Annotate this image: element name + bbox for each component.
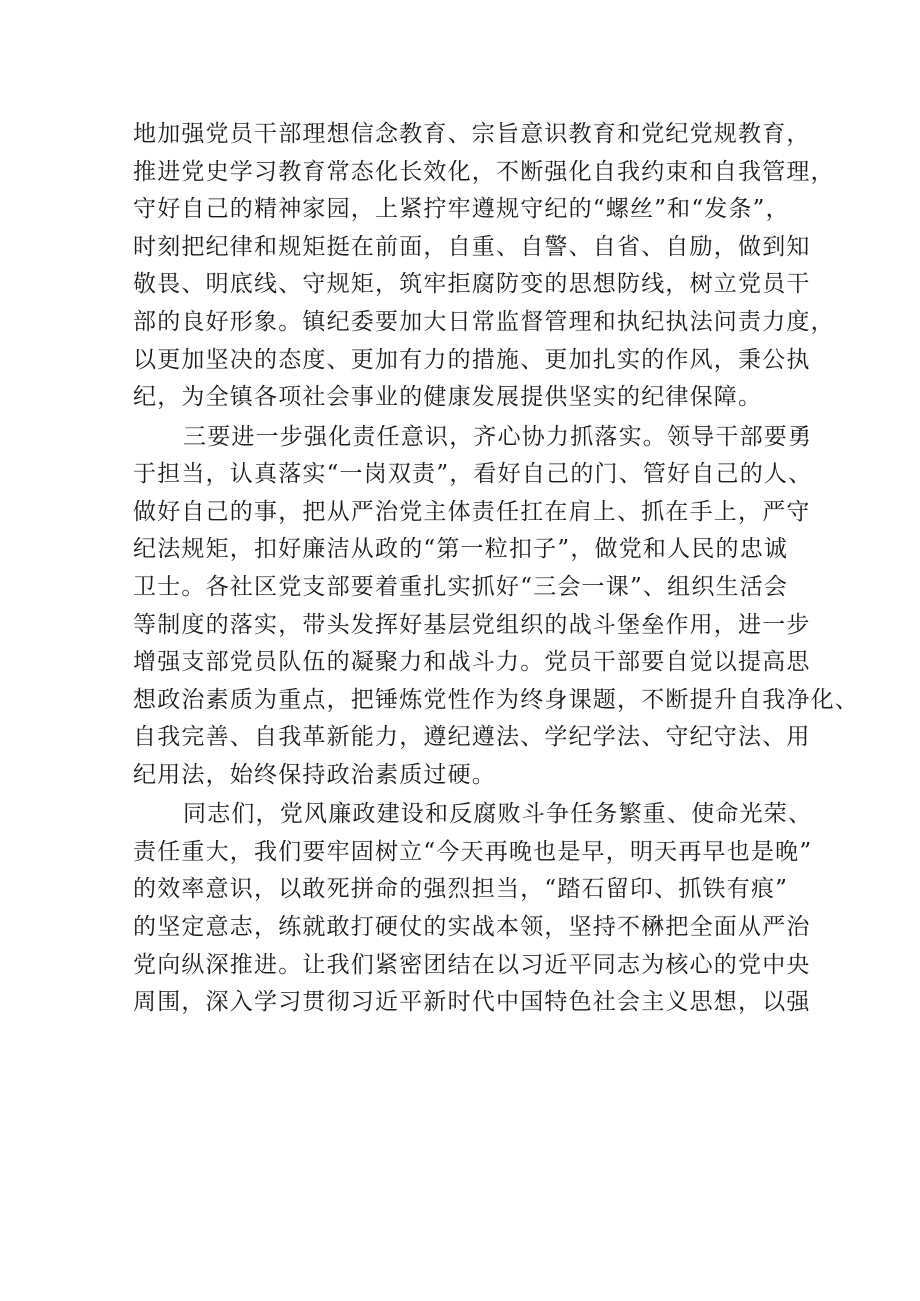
text-line: 卫士。各社区党支部要着重扎实抓好“三会一课”、组织生活会 xyxy=(133,573,789,600)
text-line: 党向纵深推进。让我们紧密团结在以习近平同志为核心的党中央 xyxy=(133,951,811,978)
text-line: 推进党史学习教育常态化长效化，不断强化自我约束和自我管理， xyxy=(133,158,835,185)
text-line: 周围，深入学习贯彻习近平新时代中国特色社会主义思想，以强 xyxy=(133,989,811,1016)
text-line: 做好自己的事，把从严治党主体责任扛在肩上、抓在手上，严守 xyxy=(133,498,811,525)
text-line: 纪法规矩，扣好廉洁从政的“第一粒扣子”，做党和人民的忠诚 xyxy=(133,536,789,563)
text-line: 三要进一步强化责任意识，齐心协力抓落实。领导干部要勇 xyxy=(183,423,813,450)
paragraph-3 xyxy=(133,796,813,1022)
text-line: 的坚定意志，练就敢打硬仗的实战本领，坚持不楙把全面从严治 xyxy=(133,914,811,941)
text-line: 等制度的落实，带头发挥好基层党组织的战斗堡垒作用，进一步 xyxy=(133,611,811,638)
text-line: 想政治素质为重点，把锤炼党性作为终身课题，不断提升自我净化、 xyxy=(133,686,859,713)
paragraph-1 xyxy=(133,116,835,417)
text-line: 纪用法，始终保持政治素质过硬。 xyxy=(133,761,496,788)
text-line: 时刻把纪律和规矩挺在前面，自重、自警、自省、自励，做到知 xyxy=(133,233,811,260)
text-line: 纪，为全镇各项社会事业的健康发展提供坚实的纪律保障。 xyxy=(133,384,763,411)
text-line: 地加强党员干部理想信念教育、宗旨意识教育和党纪党规教育， xyxy=(133,121,811,147)
text-line: 同志们，党风廉政建设和反腐败斗争任务繁重、使命光荣、 xyxy=(183,801,813,828)
text-line: 的效率意识，以敢死拼命的强烈担当，“踏石留印、抓铁有痕” xyxy=(133,876,789,903)
paragraph-2 xyxy=(133,419,859,795)
text-line: 部的良好形象。镇纪委要加大日常监督管理和执纪执法问责力度， xyxy=(133,308,835,335)
text-line: 于担当，认真落实“一岗双责”，看好自己的门、管好自己的人、 xyxy=(133,461,813,488)
text-line: 敬畏、明底线、守规矩，筑牢拒腐防变的思想防线，树立党员干 xyxy=(133,271,811,298)
document-body xyxy=(133,116,859,1024)
text-line: 以更加坚决的态度、更加有力的措施、更加扎实的作风，秉公执 xyxy=(133,346,811,373)
text-line: 守好自己的精神家园，上紧拧牢遵规守纪的“螺丝”和“发条”， xyxy=(133,196,790,223)
text-line: 责任重大，我们要牢固树立“今天再晚也是早，明天再早也是晚” xyxy=(133,838,813,865)
text-line: 增强支部党员队伍的凝聚力和战斗力。党员干部要自觉以提高思 xyxy=(133,649,811,676)
text-line: 自我完善、自我革新能力，遵纪遵法、学纪学法、守纪守法、用 xyxy=(133,724,811,751)
